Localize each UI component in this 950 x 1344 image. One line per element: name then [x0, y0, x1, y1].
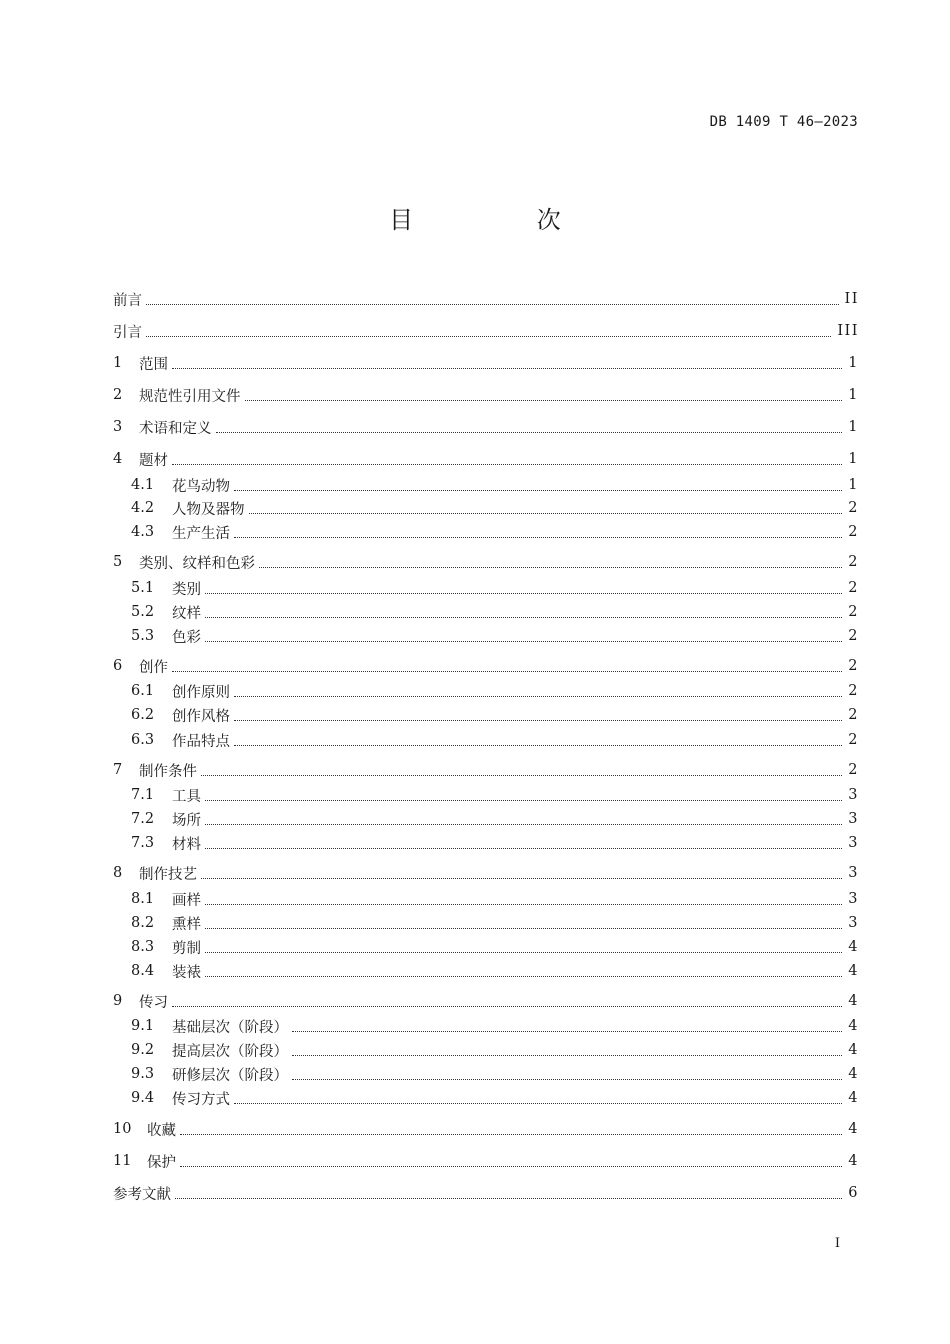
toc-entry-page: 4	[848, 1042, 859, 1058]
toc-entry-label: 传习方式	[172, 1091, 230, 1108]
toc-entry[interactable]	[113, 655, 859, 677]
dot-leader	[234, 744, 842, 746]
dot-leader	[205, 927, 842, 929]
toc-entry-label: 作品特点	[172, 733, 230, 750]
dot-leader	[180, 1133, 842, 1135]
toc-entry[interactable]	[131, 601, 859, 623]
toc-entry-number: 3	[113, 419, 123, 435]
page-title: 目 次	[389, 206, 619, 234]
toc-entry-page: 1	[848, 419, 859, 435]
toc-entry[interactable]	[131, 888, 859, 910]
toc-entry[interactable]	[113, 551, 859, 573]
toc-entry-label: 传习	[139, 994, 168, 1011]
toc-entry-label: 创作风格	[172, 708, 230, 725]
toc-entry-page: 2	[848, 604, 859, 620]
toc-entry-label: 纹样	[172, 605, 201, 622]
dot-leader	[146, 303, 839, 305]
toc-entry-page: 4	[848, 1090, 859, 1106]
toc-entry-label: 画样	[172, 892, 201, 909]
toc-entry-number: 6	[113, 658, 123, 674]
toc-entry-number: 8.1	[131, 891, 155, 907]
dot-leader	[175, 1197, 842, 1199]
toc-entry-number: 8.3	[131, 939, 155, 955]
toc-entry[interactable]	[131, 1087, 859, 1109]
toc-entry-label: 保护	[147, 1154, 176, 1171]
toc-entry-label: 创作原则	[172, 684, 230, 701]
toc-entry-label: 制作条件	[139, 763, 197, 780]
toc-entry-number: 11	[113, 1153, 132, 1169]
toc-entry-label: 生产生活	[172, 525, 230, 542]
toc-entry-page: 2	[848, 658, 859, 674]
toc-entry-label: 规范性引用文件	[139, 388, 241, 405]
toc-entry[interactable]	[131, 729, 859, 751]
toc-entry-page: 1	[848, 451, 859, 467]
toc-entry-number: 9.1	[131, 1018, 155, 1034]
toc-entry-number: 8.4	[131, 963, 155, 979]
dot-leader	[292, 1078, 842, 1080]
toc-entry[interactable]	[131, 960, 859, 982]
toc-entry[interactable]	[131, 808, 859, 830]
dot-leader	[245, 399, 843, 401]
dot-leader	[234, 719, 842, 721]
toc-entry-label: 工具	[172, 788, 201, 805]
toc-entry-number: 8	[113, 865, 123, 881]
toc-entry-page: 2	[848, 683, 859, 699]
toc-entry-page: 2	[848, 580, 859, 596]
toc-entry-label: 基础层次（阶段）	[172, 1019, 288, 1036]
toc-entry-page: 1	[848, 387, 859, 403]
toc-entry-page: 2	[848, 762, 859, 778]
toc-entry-label: 类别、纹样和色彩	[139, 555, 255, 572]
toc-entry-page: 4	[848, 1153, 859, 1169]
toc-entry-page: 3	[848, 915, 859, 931]
dot-leader	[292, 1030, 842, 1032]
toc-entry[interactable]	[113, 384, 859, 406]
toc-entry-number: 5.2	[131, 604, 155, 620]
dot-leader	[205, 975, 842, 977]
dot-leader	[201, 774, 842, 776]
toc-entry-page: 2	[848, 732, 859, 748]
toc-entry-label: 提高层次（阶段）	[172, 1043, 288, 1060]
toc-entry[interactable]	[113, 1118, 859, 1140]
toc-entry-number: 4.2	[131, 500, 155, 516]
toc-entry-number: 4.1	[131, 477, 155, 493]
dot-leader	[259, 566, 842, 568]
toc-entry[interactable]	[113, 990, 859, 1012]
toc-entry-page: 4	[848, 1018, 859, 1034]
toc-entry[interactable]	[113, 288, 859, 310]
dot-leader	[205, 823, 842, 825]
dot-leader	[249, 512, 843, 514]
dot-leader	[234, 1102, 842, 1104]
toc-entry-label: 类别	[172, 581, 201, 598]
toc-entry-page: III	[837, 323, 859, 339]
toc-entry-page: 2	[848, 524, 859, 540]
toc-entry[interactable]	[113, 416, 859, 438]
toc-entry-page: 2	[848, 707, 859, 723]
toc-entry-number: 2	[113, 387, 123, 403]
toc-entry-page: 4	[848, 939, 859, 955]
toc-entry-page: 1	[848, 355, 859, 371]
toc-entry[interactable]	[113, 1150, 859, 1172]
toc-entry[interactable]	[131, 1015, 859, 1037]
toc-entry-label: 引言	[113, 324, 142, 341]
toc-entry-label: 色彩	[172, 629, 201, 646]
toc-entry[interactable]	[131, 680, 859, 702]
toc-entry-label: 术语和定义	[139, 420, 212, 437]
toc-entry-page: 6	[848, 1185, 859, 1201]
dot-leader	[172, 367, 842, 369]
toc-entry-number: 4	[113, 451, 123, 467]
toc-entry-number: 10	[113, 1121, 132, 1137]
dot-leader	[234, 489, 842, 491]
dot-leader	[201, 877, 842, 879]
toc-entry-number: 6.3	[131, 732, 155, 748]
toc-entry-number: 5.1	[131, 580, 155, 596]
toc-entry-label: 范围	[139, 356, 168, 373]
toc-entry[interactable]	[131, 521, 859, 543]
toc-entry-label: 研修层次（阶段）	[172, 1067, 288, 1084]
toc-entry[interactable]	[131, 704, 859, 726]
toc-entry[interactable]	[131, 474, 859, 496]
toc-entry-label: 题材	[139, 452, 168, 469]
dot-leader	[234, 695, 842, 697]
toc-entry-label: 材料	[172, 836, 201, 853]
toc-entry[interactable]	[131, 497, 859, 519]
dot-leader	[172, 670, 842, 672]
toc-entry-number: 7.1	[131, 787, 155, 803]
toc-entry-label: 花鸟动物	[172, 478, 230, 495]
toc-entry-page: 3	[848, 787, 859, 803]
toc-entry-page: 4	[848, 1121, 859, 1137]
toc-entry[interactable]	[113, 320, 859, 342]
toc-entry[interactable]	[131, 936, 859, 958]
dot-leader	[180, 1165, 842, 1167]
dot-leader	[205, 799, 842, 801]
toc-entry[interactable]	[131, 577, 859, 599]
toc-entry-page: 4	[848, 1066, 859, 1082]
toc-entry[interactable]	[131, 1039, 859, 1061]
toc-entry-page: II	[844, 291, 859, 307]
toc-entry-label: 前言	[113, 292, 142, 309]
toc-entry-label: 熏样	[172, 916, 201, 933]
toc-entry-page: 3	[848, 891, 859, 907]
toc-entry-number: 6.1	[131, 683, 155, 699]
toc-entry-label: 装裱	[172, 964, 201, 981]
dot-leader	[172, 1005, 842, 1007]
toc-entry[interactable]	[131, 832, 859, 854]
toc-entry[interactable]	[131, 1063, 859, 1085]
dot-leader	[205, 616, 842, 618]
dot-leader	[205, 951, 842, 953]
toc-entry[interactable]	[131, 625, 859, 647]
toc-entry[interactable]	[113, 352, 859, 374]
dot-leader	[216, 431, 843, 433]
toc-entry-number: 9.2	[131, 1042, 155, 1058]
dot-leader	[234, 536, 842, 538]
toc-entry-number: 9	[113, 993, 123, 1009]
toc-entry-number: 7.2	[131, 811, 155, 827]
toc-entry[interactable]	[131, 912, 859, 934]
toc-entry-page: 2	[848, 554, 859, 570]
dot-leader	[205, 592, 842, 594]
dot-leader	[172, 463, 842, 465]
toc-entry-number: 5.3	[131, 628, 155, 644]
dot-leader	[205, 640, 842, 642]
document-code: DB 1409 T 46—2023	[709, 114, 858, 130]
toc-entry-label: 场所	[172, 812, 201, 829]
toc-entry-page: 4	[848, 993, 859, 1009]
toc-entry-page: 3	[848, 865, 859, 881]
toc-entry[interactable]	[113, 862, 859, 884]
toc-entry-number: 9.3	[131, 1066, 155, 1082]
toc-entry-label: 创作	[139, 659, 168, 676]
toc-entry-label: 收藏	[147, 1122, 176, 1139]
dot-leader	[146, 335, 831, 337]
toc-entry-page: 2	[848, 628, 859, 644]
toc-entry-page: 1	[848, 477, 859, 493]
toc-entry-number: 5	[113, 554, 123, 570]
dot-leader	[205, 903, 842, 905]
toc-entry-number: 4.3	[131, 524, 155, 540]
toc-entry-label: 剪制	[172, 940, 201, 957]
footer-page-number: I	[834, 1236, 840, 1251]
toc-entry-label: 参考文献	[113, 1186, 171, 1203]
dot-leader	[205, 847, 842, 849]
toc-entry-number: 9.4	[131, 1090, 155, 1106]
toc-entry-number: 7.3	[131, 835, 155, 851]
toc-entry-number: 8.2	[131, 915, 155, 931]
toc-entry-page: 4	[848, 963, 859, 979]
toc-entry[interactable]	[131, 784, 859, 806]
toc-entry[interactable]	[113, 448, 859, 470]
dot-leader	[292, 1054, 842, 1056]
toc-entry-number: 1	[113, 355, 123, 371]
toc-entry-label: 人物及器物	[172, 501, 245, 518]
toc-entry-page: 2	[848, 500, 859, 516]
toc-entry-page: 3	[848, 835, 859, 851]
toc-entry[interactable]	[113, 759, 859, 781]
toc-entry-number: 6.2	[131, 707, 155, 723]
toc-entry-label: 制作技艺	[139, 866, 197, 883]
toc-entry[interactable]	[113, 1182, 859, 1204]
toc-entry-number: 7	[113, 762, 123, 778]
toc-entry-page: 3	[848, 811, 859, 827]
